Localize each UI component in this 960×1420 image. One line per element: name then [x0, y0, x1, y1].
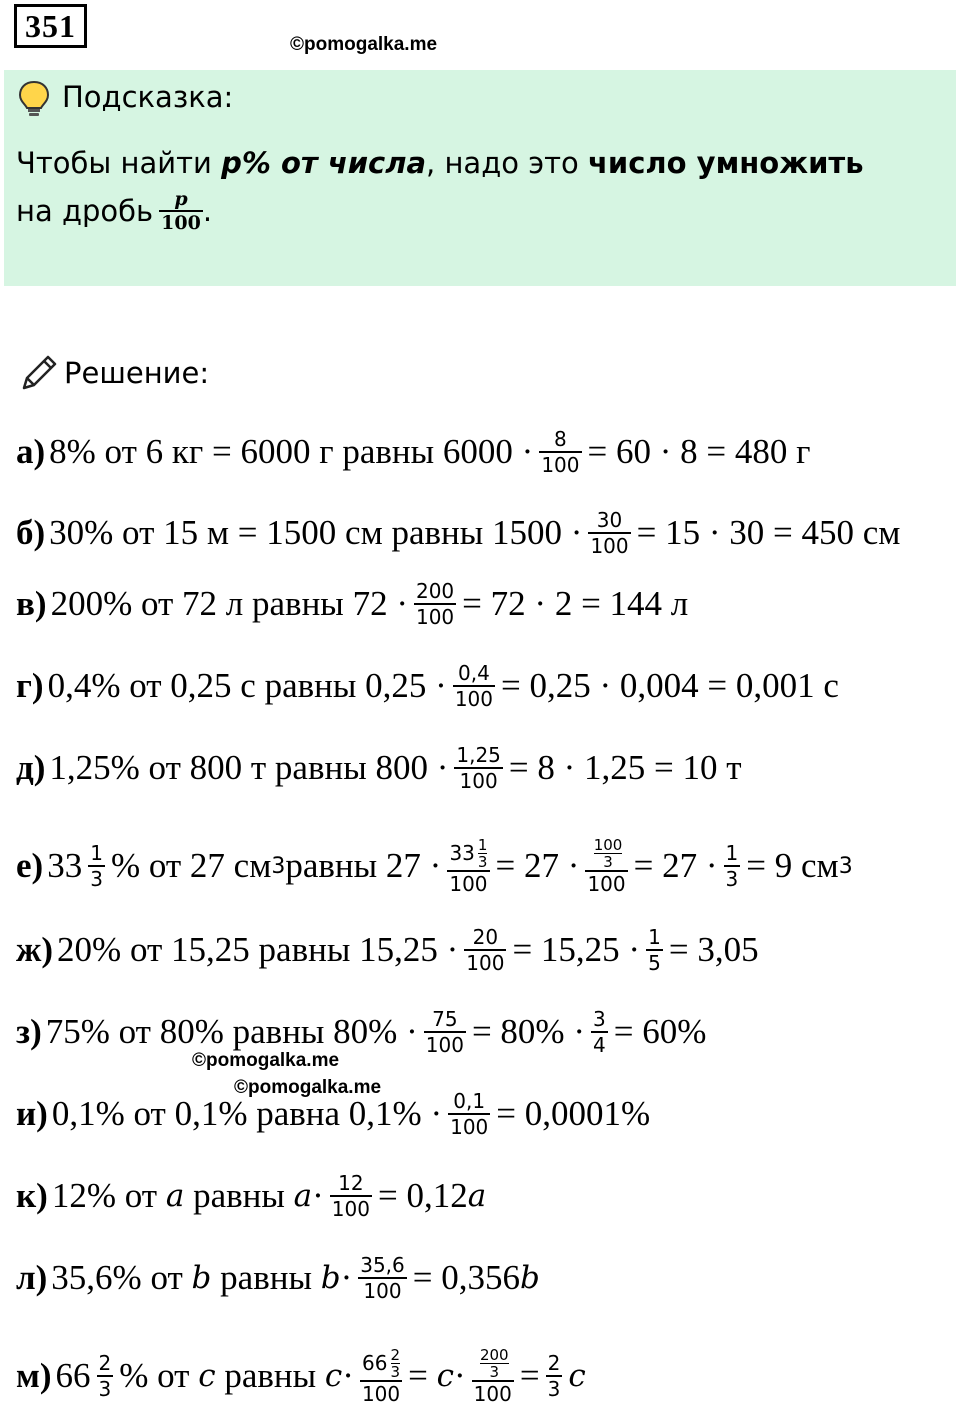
- solution-row-e: е) 33 $\frac{1}{3}$ % от 27 см 3 равны 27 · 33 1 3 100 = 27 · 100 3 100 = 27 · $\frac{1}{3}$ = 9 см 3: [16, 835, 853, 896]
- solution-title: Решение:: [64, 356, 210, 390]
- solution-row-m: м) 66 $\frac{2}{3}$ % от c равны c · 66 2 3 100 = c · 200 3 100 = $\frac{2}{3}$ c: [16, 1345, 586, 1406]
- lightbulb-icon: [18, 80, 50, 118]
- solution-row-zh: ж) 20% от 15,25 равны 15,25 · $\frac{20}{100}$ = 15,25 · $\frac{1}{5}$ = 3,05: [16, 925, 759, 975]
- solution-row-v: в) 200% от 72 л равны 72 · $\frac{200}{100}$ = 72 · 2 = 144 л: [16, 579, 689, 629]
- solution-row-a: а) 8% от 6 кг = 6000 г равны 6000 · $\frac{8}{100}$ = 60 · 8 = 480 г: [16, 427, 811, 477]
- hint-title: Подсказка:: [62, 80, 234, 114]
- hint-fraction: $\frac{p}{100}$: [161, 188, 201, 234]
- watermark-2: ©pomogalka.me: [192, 1050, 340, 1071]
- watermark: ©pomogalka.me: [290, 34, 438, 55]
- solution-row-g: г) 0,4% от 0,25 с равны 0,25 · $\frac{0,4}{100}$ = 0,25 · 0,004 = 0,001 с: [16, 661, 839, 711]
- problem-number: 351: [14, 4, 87, 48]
- solution-row-l: л) 35,6% от b равны b · $\frac{35,6}{100}$ = 0,356 b: [16, 1253, 540, 1303]
- hint-text-line-2: на дробь $\frac{p}{100}$ .: [16, 188, 213, 234]
- hint-text-line-1: Чтобы найти p% от числа, надо это число умножить: [16, 146, 864, 180]
- solution-row-b: б) 30% от 15 м = 1500 см равны 1500 · $\frac{30}{100}$ = 15 · 30 = 450 см: [16, 508, 901, 558]
- solution-row-d: д) 1,25% от 800 т равны 800 · $\frac{1,25}{100}$ = 8 · 1,25 = 10 т: [16, 743, 742, 793]
- solution-row-k: к) 12% от a равны a · $\frac{12}{100}$ = 0,12 a: [16, 1171, 487, 1221]
- pencil-icon: [18, 352, 60, 394]
- watermark-3: ©pomogalka.me: [234, 1077, 382, 1098]
- solution-row-z: з) 75% от 80% равны 80% · $\frac{75}{100}$ = 80% · $\frac{3}{4}$ = 60%: [16, 1007, 707, 1057]
- solution-row-i: и) 0,1% от 0,1% равна 0,1% · $\frac{0,1}{100}$ = 0,0001%: [16, 1089, 651, 1139]
